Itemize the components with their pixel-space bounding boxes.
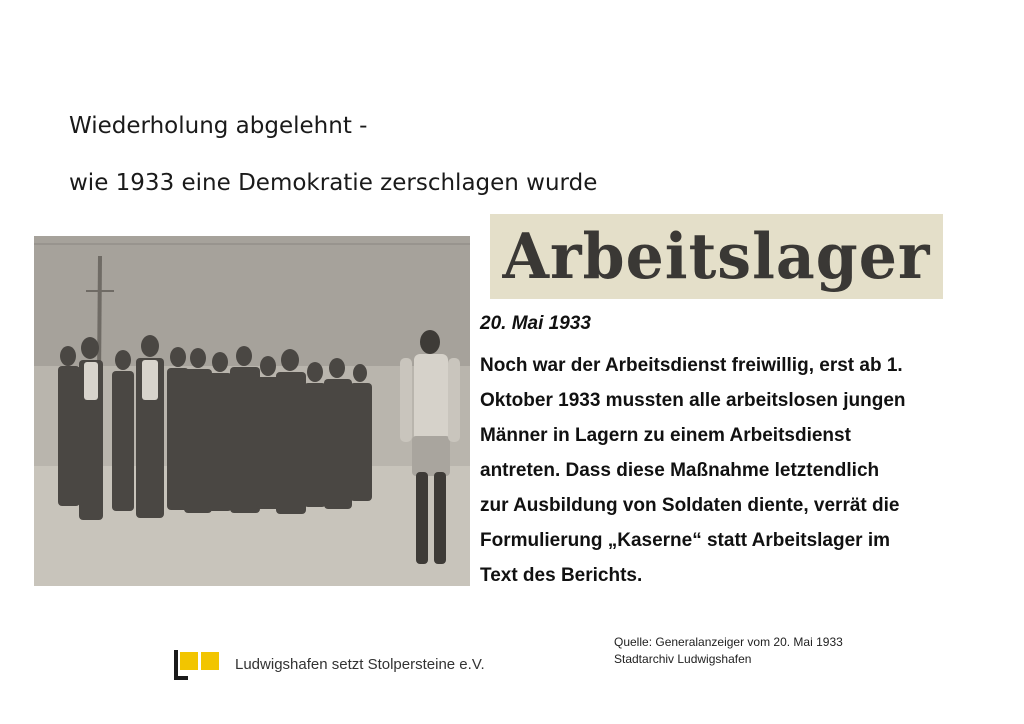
body-line: Oktober 1933 mussten alle arbeitslosen jungen [480,390,906,411]
historical-photo [34,236,470,586]
article-date: 20. Mai 1933 [480,313,591,334]
body-line: Noch war der Arbeitsdienst freiwillig, erst ab 1. [480,355,903,376]
body-paragraph [480,348,980,593]
source-line-2: Stadtarchiv Ludwigshafen [614,652,752,666]
source-line-1: Quelle: Generalanzeiger vom 20. Mai 1933 [614,635,843,649]
slide-title-line-2: wie 1933 eine Demokratie zerschlagen wurde [69,170,598,196]
organization-name: Ludwigshafen setzt Stolpersteine e.V. [235,656,485,673]
body-line: antreten. Dass diese Maßnahme letztendlich [480,460,880,481]
newspaper-headline-image [490,214,943,299]
body-line: Formulierung „Kaserne“ statt Arbeitslager im [480,530,891,551]
body-line: zur Ausbildung von Soldaten diente, verrät die [480,495,900,516]
body-line: Text des Berichts. [480,565,643,586]
photo-men-in-line [34,236,470,586]
slide-title-line-1: Wiederholung abgelehnt - [69,113,368,139]
source-citation [614,634,843,668]
body-line: Männer in Lagern zu einem Arbeitsdienst [480,425,851,446]
stolpersteine-logo-icon [172,650,224,680]
newspaper-headline-text: Arbeitslager [502,219,931,294]
